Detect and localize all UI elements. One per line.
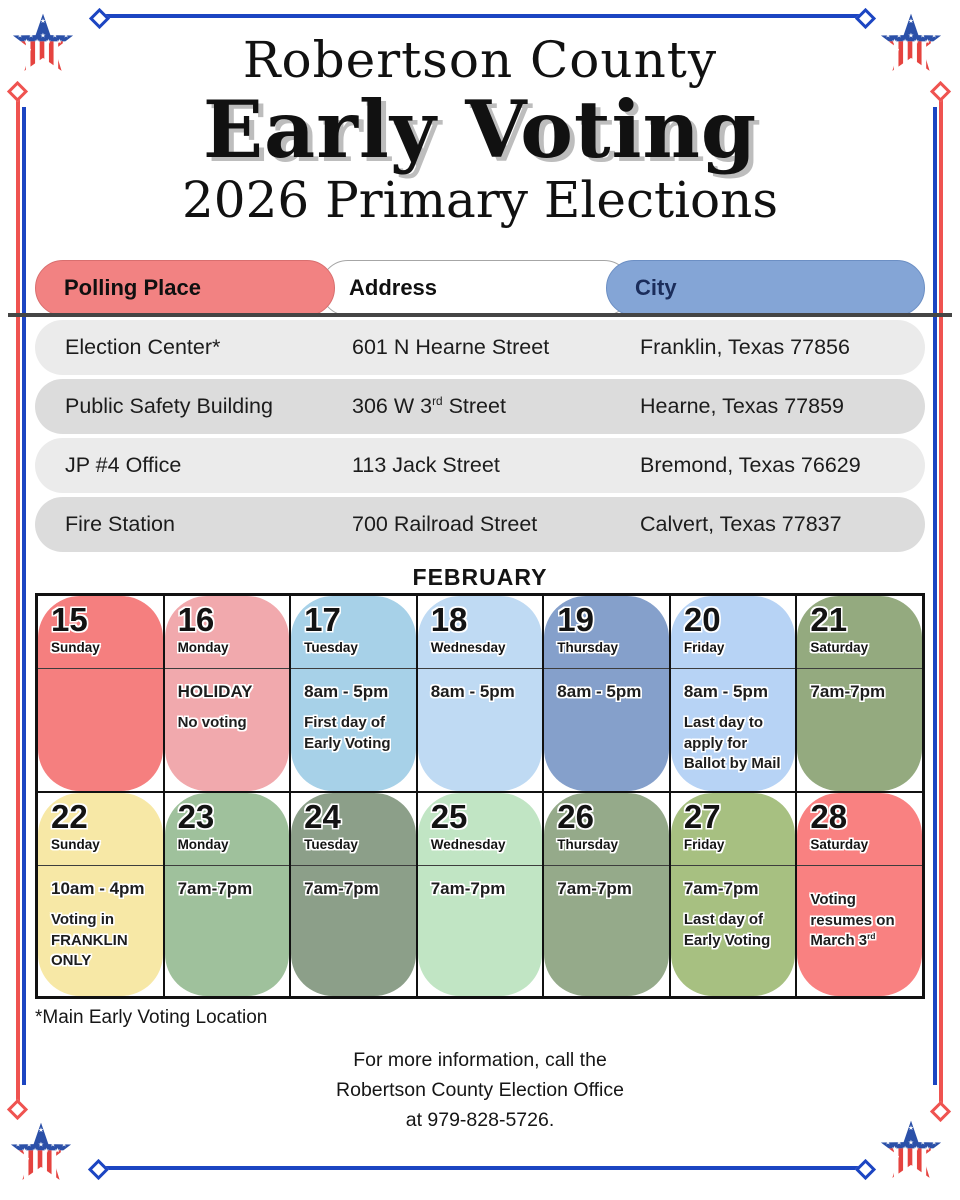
- day-header: [291, 793, 416, 866]
- day-header: [291, 596, 416, 669]
- contact-line: at 979-828-5726.: [405, 1109, 555, 1132]
- day-number: 20: [683, 601, 721, 639]
- calendar-day-26: [543, 792, 670, 997]
- day-hours: 7am-7pm: [810, 682, 886, 702]
- day-note: [810, 890, 914, 951]
- table-row: [35, 497, 925, 552]
- day-details: [797, 866, 922, 951]
- cell-polling-place: JP #4 Office: [65, 453, 182, 478]
- day-name: Thursday: [557, 837, 619, 853]
- day-note: [304, 713, 408, 754]
- day-header: [418, 793, 543, 866]
- day-name: Wednesday: [430, 640, 506, 656]
- address-text: 601 N Hearne Street: [352, 335, 550, 360]
- note-text: Voting in FRANKLIN ONLY: [51, 911, 128, 969]
- address-text: 306 W 3: [352, 394, 433, 419]
- table-row: [35, 379, 925, 434]
- day-details: [418, 669, 543, 702]
- cell-address: [352, 335, 640, 360]
- calendar-day-24: [290, 792, 417, 997]
- county-title: Robertson County: [242, 31, 718, 89]
- day-number: 22: [51, 798, 88, 836]
- cell-polling-place: Election Center*: [65, 335, 221, 360]
- note-text: First day of Early Voting: [304, 714, 391, 752]
- calendar-month-label: FEBRUARY: [412, 564, 548, 591]
- day-details: [38, 669, 163, 682]
- day-hours: 7am-7pm: [557, 879, 632, 899]
- address-text: Street: [442, 394, 506, 419]
- border-line-right-blue: [933, 107, 937, 1085]
- day-details: [291, 866, 416, 899]
- calendar-day-15: [37, 595, 164, 792]
- calendar-day-19: [543, 595, 670, 792]
- table-row: [35, 320, 925, 375]
- title-block: [0, 0, 960, 229]
- calendar-day-17: [290, 595, 417, 792]
- day-name: Friday: [683, 837, 725, 853]
- calendar-day-21: [796, 595, 923, 792]
- footnote: *Main Early Voting Location: [35, 1007, 268, 1029]
- day-hours: 7am-7pm: [430, 879, 506, 899]
- day-header: [544, 793, 669, 866]
- cell-address: [352, 453, 640, 478]
- note-text: No voting: [177, 714, 247, 732]
- calendar-day-27: [670, 792, 797, 997]
- note-ordinal: rd: [867, 931, 876, 941]
- day-details: [291, 669, 416, 754]
- contact-info: [0, 1045, 960, 1135]
- day-hours: HOLIDAY: [177, 682, 253, 702]
- day-name: Sunday: [51, 640, 100, 656]
- address-text: 113 Jack Street: [352, 453, 500, 478]
- calendar-grid: [35, 593, 925, 999]
- day-hours: 8am - 5pm: [430, 682, 515, 702]
- day-details: [671, 866, 796, 951]
- day-note: [684, 713, 788, 774]
- day-details: [165, 866, 290, 899]
- border-line-right-red: [939, 96, 943, 1104]
- calendar-day-16: [164, 595, 291, 792]
- table-body: [35, 320, 925, 552]
- day-header: [544, 596, 669, 669]
- diamond-icon: [855, 1159, 876, 1180]
- cell-polling-place: Fire Station: [65, 512, 175, 537]
- day-number: 25: [430, 798, 468, 836]
- day-name: Saturday: [810, 640, 869, 656]
- day-header: [418, 596, 543, 669]
- note-text: Last day of Early Voting: [683, 911, 771, 949]
- cell-city: Calvert, Texas 77837: [640, 512, 842, 537]
- day-header: [38, 596, 163, 669]
- border-line-left-red: [16, 96, 20, 1102]
- day-hours: 10am - 4pm: [51, 879, 145, 899]
- subtitle: 2026 Primary Elections: [181, 170, 779, 229]
- day-details: [165, 669, 290, 733]
- address-text: 700 Railroad Street: [352, 512, 538, 537]
- day-header: [38, 793, 163, 866]
- day-name: Wednesday: [430, 837, 506, 853]
- cell-city: Hearne, Texas 77859: [640, 394, 844, 419]
- day-details: [544, 866, 669, 899]
- day-number: 17: [304, 601, 341, 639]
- day-header: [797, 793, 922, 866]
- day-number: 16: [177, 601, 215, 639]
- day-details: [544, 669, 669, 702]
- day-note: [684, 910, 788, 951]
- note-text: Voting resumes on March 3: [810, 891, 895, 949]
- cell-city: Franklin, Texas 77856: [640, 335, 850, 360]
- calendar-day-25: [417, 792, 544, 997]
- day-name: Friday: [683, 640, 725, 656]
- day-number: 23: [177, 798, 215, 836]
- day-number: 28: [810, 798, 848, 836]
- day-name: Saturday: [810, 837, 869, 853]
- day-header: [165, 793, 290, 866]
- day-hours: 7am-7pm: [177, 879, 253, 899]
- day-header: [165, 596, 290, 669]
- cell-address: [352, 394, 640, 419]
- polling-locations-table: [35, 260, 925, 552]
- note-text: Last day to apply for Ballot by Mail: [683, 714, 781, 772]
- day-hours: 7am-7pm: [304, 879, 379, 899]
- calendar-day-20: [670, 595, 797, 792]
- contact-line: Robertson County Election Office: [336, 1079, 624, 1102]
- day-hours: 8am - 5pm: [683, 682, 768, 702]
- cell-city: Bremond, Texas 76629: [640, 453, 861, 478]
- day-hours: 8am - 5pm: [304, 682, 389, 702]
- day-header: [671, 596, 796, 669]
- day-number: 18: [430, 601, 468, 639]
- day-number: 15: [51, 601, 88, 639]
- header-city: City: [606, 260, 925, 316]
- day-name: Monday: [177, 640, 229, 656]
- contact-line: For more information, call the: [353, 1049, 607, 1072]
- cell-polling-place: Public Safety Building: [65, 394, 273, 419]
- day-name: Tuesday: [304, 640, 358, 656]
- calendar-day-18: [417, 595, 544, 792]
- table-header-row: [35, 260, 925, 316]
- day-details: [797, 669, 922, 702]
- day-header: [797, 596, 922, 669]
- day-name: Thursday: [557, 640, 619, 656]
- day-note: [51, 910, 155, 971]
- header-address: Address: [320, 260, 632, 316]
- calendar-day-22: [37, 792, 164, 997]
- day-details: [671, 669, 796, 774]
- day-hours: 7am-7pm: [683, 879, 759, 899]
- day-name: Monday: [177, 837, 229, 853]
- day-name: Sunday: [51, 837, 100, 853]
- diamond-icon: [88, 1159, 109, 1180]
- day-number: 24: [304, 798, 341, 836]
- day-hours: 8am - 5pm: [557, 682, 642, 702]
- border-line-bottom: [102, 1166, 860, 1170]
- day-details: [418, 866, 543, 899]
- day-number: 27: [683, 798, 721, 836]
- table-row: [35, 438, 925, 493]
- day-number: 26: [557, 798, 594, 836]
- day-name: Tuesday: [304, 837, 358, 853]
- day-note: [178, 713, 282, 733]
- cell-address: [352, 512, 640, 537]
- day-details: [38, 866, 163, 971]
- address-ordinal: rd: [432, 394, 443, 409]
- header-underline: [8, 313, 952, 317]
- calendar-day-28: [796, 792, 923, 997]
- header-polling-place: Polling Place: [35, 260, 335, 316]
- day-header: [671, 793, 796, 866]
- day-number: 21: [810, 601, 848, 639]
- border-line-left-blue: [22, 107, 26, 1085]
- calendar-day-23: [164, 792, 291, 997]
- page-title: Early Voting: [202, 82, 758, 176]
- day-number: 19: [557, 601, 594, 639]
